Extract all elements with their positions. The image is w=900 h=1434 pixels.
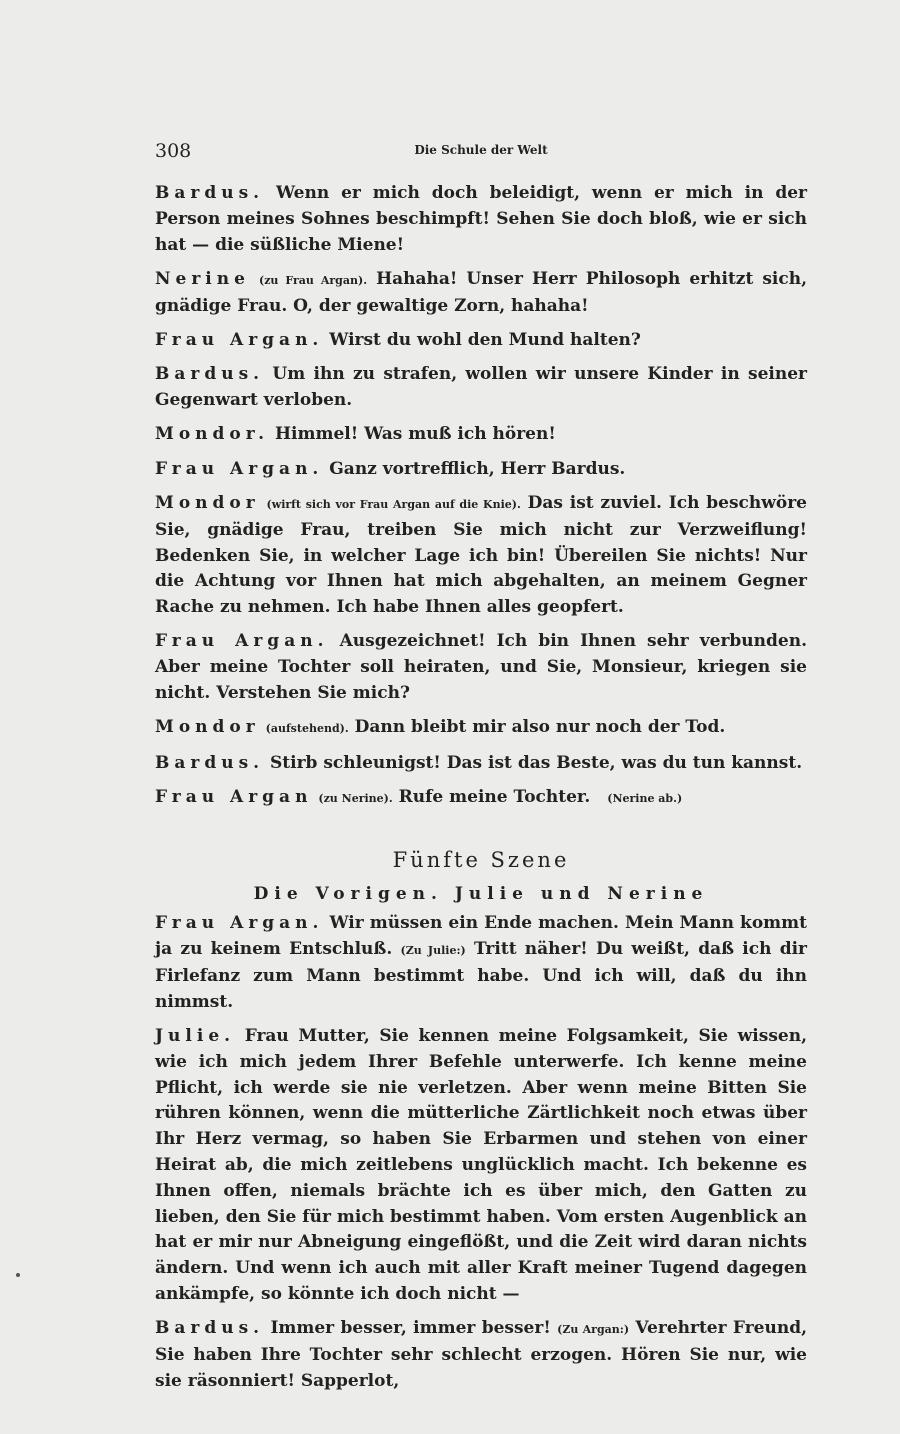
margin-speck — [16, 1273, 20, 1277]
speaker-name: Bardus. — [155, 1318, 265, 1339]
speaker-name: Mondor — [155, 492, 260, 513]
speaker-name: Bardus. — [155, 183, 265, 203]
speaker-name: Bardus. — [155, 752, 265, 773]
stage-direction: (aufstehend). — [265, 722, 349, 736]
speech-text: Ausgezeichnet! Ich bin Ihnen sehr verbunden. Aber meine Tochter soll heiraten, und Sie, Monsieur, kriegen sie nicht. Verstehen Sie mich? — [155, 631, 808, 704]
speaker-name: Frau Argan — [155, 786, 313, 807]
speaker-name: Frau Argan. — [155, 913, 324, 934]
speech-text: Hahaha! Unser Herr Philosoph erhitzt sich, gnädige Frau. O, der gewaltige Zorn, hahaha! — [155, 268, 807, 316]
stage-direction: (Nerine ab.) — [607, 791, 683, 805]
page-header — [155, 140, 807, 164]
speech-text: Verehrter Freund, Sie haben Ihre Tochter sehr schlecht erzogen. Hören Sie nur, wie sie räsonniert! Sapperlot, — [155, 1318, 808, 1391]
speech-text: Das ist zuviel. Ich beschwöre Sie, gnädige Frau, treiben Sie mich nicht zur Verzweiflung! Bedenken Sie, in welcher Lage ich bin! Übereilen Sie nichts! Nur die Achtung vor Ihnen hat mich abgehalten, an meinem Gegner Rache zu nehmen. Ich habe Ihnen alles geopfert. — [155, 492, 807, 618]
stage-direction: (wirft sich vor Frau Argan auf die Knie). — [266, 497, 521, 511]
running-title: Die Schule der Welt — [414, 143, 548, 157]
dialogue-paragraph — [155, 457, 807, 483]
dialogue-paragraph — [155, 629, 807, 706]
speech-text: Immer besser, immer besser! — [270, 1318, 551, 1339]
speech-text: Wirst du wohl den Mund halten? — [329, 329, 641, 350]
dialogue-paragraph — [155, 1024, 807, 1308]
speaker-name: Frau Argan. — [155, 329, 324, 350]
play-text — [155, 181, 807, 1403]
dialogue-paragraph — [155, 751, 807, 777]
dialogue-paragraph — [155, 715, 807, 742]
stage-direction: (Zu Argan:) — [557, 1323, 630, 1337]
speech-text: Tritt näher! Du weißt, daß ich dir Firlefanz zum Mann bestimmt habe. Und ich will, daß du ihn nimmst. — [155, 939, 808, 1012]
speaker-name: Frau Argan. — [155, 458, 324, 479]
speech-text: Ganz vortrefflich, Herr Bardus. — [329, 458, 626, 479]
dialogue-paragraph — [155, 362, 807, 414]
speech-text: Rufe meine Tochter. — [398, 786, 591, 807]
speech-text: Wir müssen ein Ende machen. Mein Mann kommt ja zu keinem Entschluß. — [155, 913, 807, 960]
dialogue-before-scene — [155, 181, 807, 812]
scene-title: Fünfte Szene — [392, 847, 570, 872]
speech-text: Dann bleibt mir also nur noch der Tod. — [354, 717, 726, 738]
dialogue-paragraph — [155, 911, 807, 1015]
speech-text: Frau Mutter, Sie kennen meine Folgsamkeit, Sie wissen, wie ich mich jedem Ihrer Befehle unterwerfe. Ich kenne meine Pflicht, ich werde sie nie verletzen. Aber wenn meine Bitten Sie rühren können, wenn die mütterliche Zärtlichkeit noch etwas über Ihr Herz vermag, so haben Sie Erbarmen und stehen von einer Heirat ab, die mich zeitlebens unglücklich macht. Ich bekenne es Ihnen offen, niemals brächte ich es über mich, den Gatten zu lieben, den Sie für mich bestimmt haben. Vom ersten Augenblick an hat er mir nur Abneigung eingeflößt, und die Zeit wird daran nichts ändern. Und wenn ich auch mit aller Kraft meiner Tugend dagegen ankämpfe, so könnte ich doch nicht — — [155, 1026, 808, 1304]
dialogue-paragraph — [155, 1316, 807, 1394]
page-number: 308 — [155, 140, 192, 162]
dialogue-paragraph — [155, 785, 807, 812]
speech-text: Himmel! Was muß ich hören! — [274, 424, 556, 445]
dialogue-paragraph — [155, 491, 807, 621]
speaker-name: Bardus. — [155, 364, 265, 385]
dialogue-paragraph — [155, 422, 807, 448]
stage-direction: (zu Nerine). — [318, 791, 393, 805]
speaker-name: Nerine — [155, 268, 250, 289]
stage-direction: (zu Frau Argan). — [258, 273, 368, 287]
speaker-name: Mondor. — [155, 424, 270, 445]
speech-text: Stirb schleunigst! Das ist das Beste, was du tun kannst. — [270, 752, 803, 773]
speech-text: Um ihn zu strafen, wollen wir unsere Kinder in seiner Gegenwart verloben. — [155, 364, 807, 411]
dialogue-paragraph — [155, 181, 807, 258]
cast-line: Die Vorigen. Julie und Nerine — [253, 883, 709, 904]
speaker-name: Julie. — [155, 1026, 236, 1047]
speaker-name: Mondor — [155, 717, 260, 738]
stage-direction: (Zu Julie:) — [400, 944, 466, 958]
dialogue-paragraph — [155, 328, 807, 354]
dialogue-after-scene — [155, 911, 807, 1394]
speech-text: Wenn er mich doch beleidigt, wenn er mich in der Person meines Sohnes beschimpft! Sehen Sie doch bloß, wie er sich hat — die süßliche Miene! — [155, 183, 808, 255]
dialogue-paragraph — [155, 267, 807, 320]
speaker-name: Frau Argan. — [155, 631, 329, 652]
